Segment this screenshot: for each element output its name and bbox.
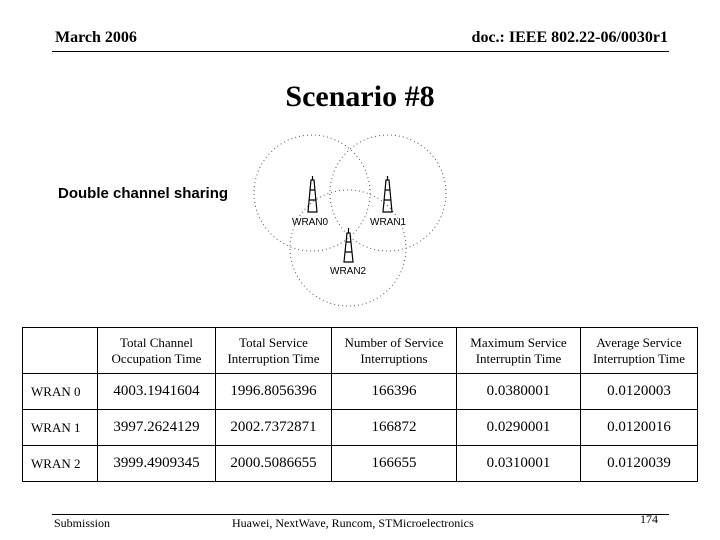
header-cell: Total Service Interruption Time (216, 328, 332, 374)
footer-submission: Submission (54, 516, 111, 530)
slide-title: Scenario #8 (285, 80, 435, 113)
tower-icon (308, 176, 317, 212)
cell: 3997.2624129 (98, 410, 216, 446)
label-wran2: WRAN2 (330, 266, 367, 277)
results-table (22, 327, 698, 482)
cell: 166655 (332, 446, 457, 482)
footer-authors: Huawei, NextWave, Runcom, STMicroelectronics (232, 516, 474, 530)
tower-icon (344, 228, 353, 262)
header-date: March 2006 (55, 29, 137, 46)
header-divider (52, 51, 669, 52)
header-cell: Maximum Service Interruptin Time (457, 328, 581, 374)
cell: 0.0120039 (581, 446, 698, 482)
table-header-row (23, 328, 698, 374)
network-diagram (240, 130, 460, 310)
page-number: 174 (640, 512, 658, 526)
footer-divider (52, 514, 669, 515)
label-wran1: WRAN1 (370, 217, 407, 228)
cell: 0.0310001 (457, 446, 581, 482)
coverage-circle-wran0 (254, 135, 370, 251)
cell: 2002.7372871 (216, 410, 332, 446)
table-row (23, 446, 698, 482)
cell: 0.0380001 (457, 374, 581, 410)
header-cell: Total Channel Occupation Time (98, 328, 216, 374)
cell: 166396 (332, 374, 457, 410)
coverage-circle-wran2 (290, 190, 406, 306)
table-row (23, 374, 698, 410)
cell: 1996.8056396 (216, 374, 332, 410)
cell: 0.0120003 (581, 374, 698, 410)
row-label: WRAN 1 (23, 410, 98, 446)
cell: 0.0290001 (457, 410, 581, 446)
table-row (23, 410, 698, 446)
subtitle: Double channel sharing (58, 185, 229, 202)
header-cell: Average Service Interruption Time (581, 328, 698, 374)
label-wran0: WRAN0 (292, 217, 329, 228)
cell: 166872 (332, 410, 457, 446)
cell: 3999.4909345 (98, 446, 216, 482)
row-label: WRAN 2 (23, 446, 98, 482)
tower-icon (383, 176, 392, 212)
header-cell: Number of Service Interruptions (332, 328, 457, 374)
header-cell (23, 328, 98, 374)
row-label: WRAN 0 (23, 374, 98, 410)
cell: 2000.5086655 (216, 446, 332, 482)
header-doc-id: doc.: IEEE 802.22-06/0030r1 (471, 29, 668, 46)
cell: 0.0120016 (581, 410, 698, 446)
cell: 4003.1941604 (98, 374, 216, 410)
